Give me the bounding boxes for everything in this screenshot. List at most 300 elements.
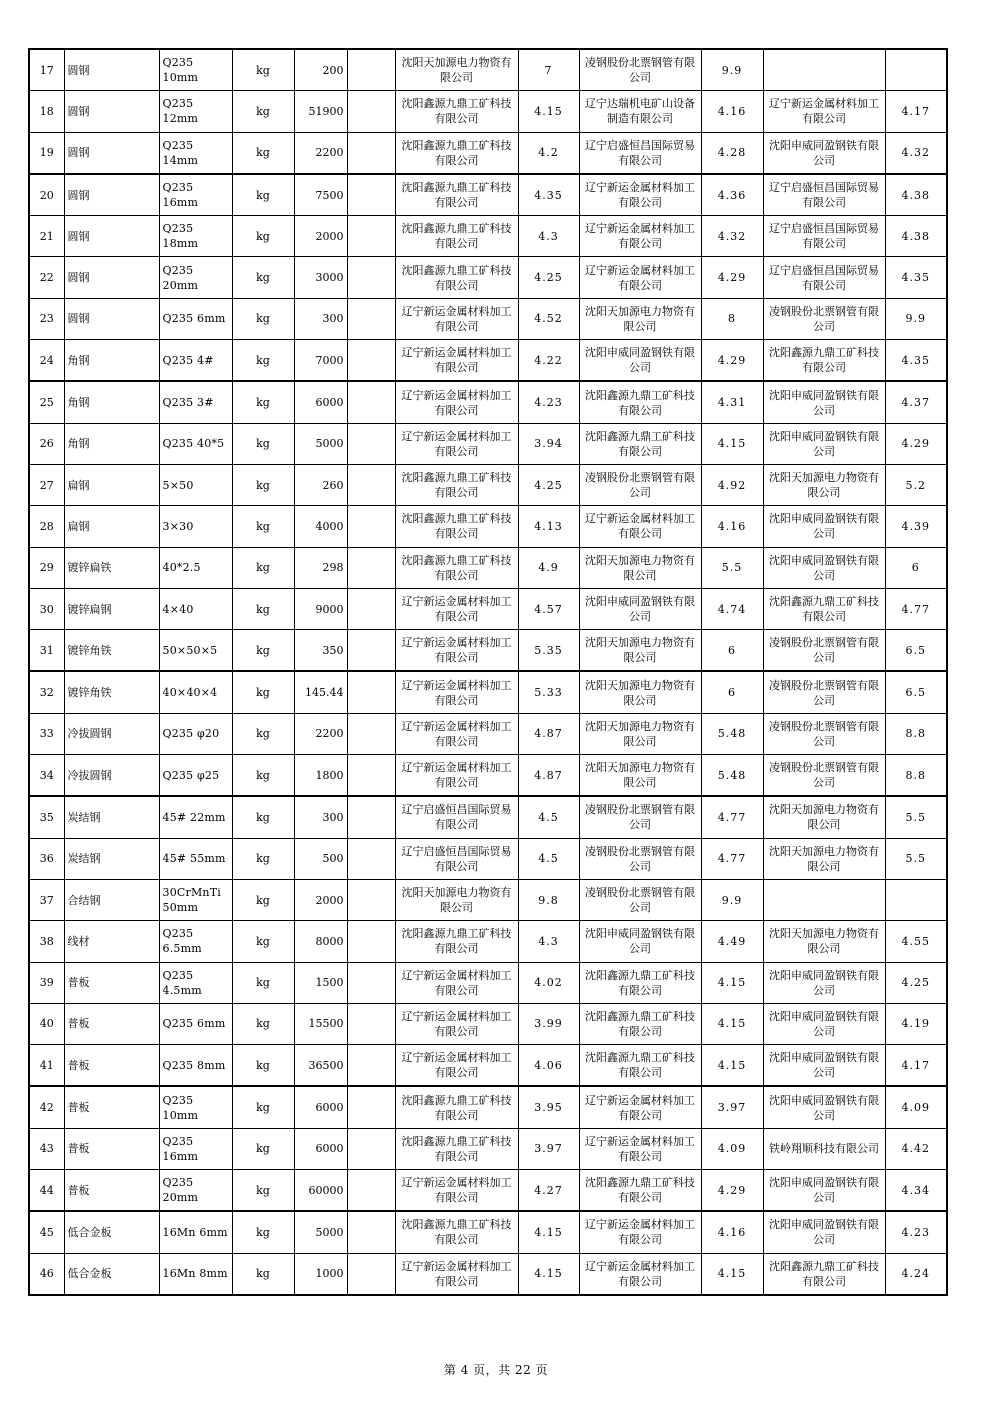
unit: kg — [232, 755, 294, 797]
table-row — [29, 1003, 947, 1044]
price-3: 8.8 — [885, 755, 947, 797]
unit: kg — [232, 1045, 294, 1087]
table-row — [29, 879, 947, 920]
material-spec: 45# 55mm — [159, 838, 232, 879]
price-2: 4.29 — [701, 257, 763, 298]
row-number: 32 — [29, 671, 64, 713]
supplier-1: 沈阳鑫源九鼎工矿科技有限公司 — [395, 132, 518, 174]
supplier-3: 辽宁启盛恒昌国际贸易有限公司 — [763, 174, 885, 216]
row-number: 33 — [29, 713, 64, 754]
price-3: 4.35 — [885, 340, 947, 382]
supplier-2: 沈阳鑫源九鼎工矿科技有限公司 — [579, 1003, 701, 1044]
supplier-3: 沈阳申威同盈钢铁有限公司 — [763, 1086, 885, 1128]
blank-cell — [347, 879, 395, 920]
table-row — [29, 506, 947, 547]
price-1: 4.27 — [518, 1170, 579, 1212]
price-1: 4.02 — [518, 962, 579, 1003]
price-2: 4.77 — [701, 838, 763, 879]
blank-cell — [347, 547, 395, 588]
quantity: 298 — [294, 547, 347, 588]
unit: kg — [232, 1128, 294, 1169]
quantity: 2000 — [294, 216, 347, 257]
supplier-3: 沈阳申威同盈钢铁有限公司 — [763, 547, 885, 588]
quantity: 2200 — [294, 713, 347, 754]
blank-cell — [347, 340, 395, 382]
material-spec: 50×50×5 — [159, 630, 232, 672]
supplier-1: 辽宁新运金属材料加工有限公司 — [395, 1253, 518, 1295]
price-3: 4.23 — [885, 1211, 947, 1253]
price-1: 4.15 — [518, 91, 579, 132]
material-spec: Q235 6.5mm — [159, 921, 232, 962]
price-2: 4.31 — [701, 381, 763, 423]
supplier-3: 沈阳申威同盈钢铁有限公司 — [763, 1003, 885, 1044]
price-2: 4.92 — [701, 464, 763, 505]
unit: kg — [232, 381, 294, 423]
table-row — [29, 1045, 947, 1087]
price-1: 9.8 — [518, 879, 579, 920]
price-1: 4.15 — [518, 1211, 579, 1253]
quantity: 1500 — [294, 962, 347, 1003]
supplier-1: 沈阳鑫源九鼎工矿科技有限公司 — [395, 216, 518, 257]
blank-cell — [347, 216, 395, 257]
quantity: 7500 — [294, 174, 347, 216]
material-name: 普板 — [64, 1003, 159, 1044]
blank-cell — [347, 1045, 395, 1087]
supplier-3: 凌钢股份北票钢管有限公司 — [763, 298, 885, 339]
price-1: 4.52 — [518, 298, 579, 339]
material-spec: Q235 16mm — [159, 1128, 232, 1169]
supplier-3: 沈阳天加源电力物资有限公司 — [763, 921, 885, 962]
row-number: 31 — [29, 630, 64, 672]
supplier-1: 沈阳天加源电力物资有限公司 — [395, 879, 518, 920]
quantity: 1800 — [294, 755, 347, 797]
price-2: 9.9 — [701, 879, 763, 920]
blank-cell — [347, 132, 395, 174]
supplier-2: 辽宁达瑞机电矿山设备制造有限公司 — [579, 91, 701, 132]
row-number: 38 — [29, 921, 64, 962]
material-spec: 16Mn 6mm — [159, 1211, 232, 1253]
quantity: 6000 — [294, 1086, 347, 1128]
price-1: 3.94 — [518, 423, 579, 464]
unit: kg — [232, 921, 294, 962]
supplier-2: 沈阳鑫源九鼎工矿科技有限公司 — [579, 423, 701, 464]
material-name: 低合金板 — [64, 1253, 159, 1295]
price-2: 4.15 — [701, 962, 763, 1003]
price-1: 4.06 — [518, 1045, 579, 1087]
table-row — [29, 49, 947, 91]
blank-cell — [347, 671, 395, 713]
price-3: 4.19 — [885, 1003, 947, 1044]
table-row — [29, 257, 947, 298]
material-name: 圆钢 — [64, 257, 159, 298]
material-spec: Q235 40*5 — [159, 423, 232, 464]
row-number: 41 — [29, 1045, 64, 1087]
material-spec: Q235 18mm — [159, 216, 232, 257]
unit: kg — [232, 1211, 294, 1253]
blank-cell — [347, 713, 395, 754]
material-spec: Q235 6mm — [159, 1003, 232, 1044]
price-3: 6.5 — [885, 671, 947, 713]
supplier-3: 沈阳天加源电力物资有限公司 — [763, 796, 885, 838]
price-2: 8 — [701, 298, 763, 339]
supplier-1: 沈阳天加源电力物资有限公司 — [395, 49, 518, 91]
row-number: 37 — [29, 879, 64, 920]
price-1: 5.33 — [518, 671, 579, 713]
supplier-2: 辽宁新运金属材料加工有限公司 — [579, 1253, 701, 1295]
supplier-3: 铁岭翔顺科技有限公司 — [763, 1128, 885, 1169]
supplier-3: 沈阳申威同盈钢铁有限公司 — [763, 506, 885, 547]
supplier-1: 辽宁新运金属材料加工有限公司 — [395, 423, 518, 464]
material-name: 圆钢 — [64, 132, 159, 174]
price-1: 4.9 — [518, 547, 579, 588]
row-number: 20 — [29, 174, 64, 216]
supplier-2: 沈阳天加源电力物资有限公司 — [579, 547, 701, 588]
row-number: 42 — [29, 1086, 64, 1128]
table-row — [29, 423, 947, 464]
material-name: 圆钢 — [64, 174, 159, 216]
blank-cell — [347, 423, 395, 464]
price-3: 4.17 — [885, 1045, 947, 1087]
price-3: 5.2 — [885, 464, 947, 505]
material-name: 普板 — [64, 1045, 159, 1087]
table-row — [29, 796, 947, 838]
unit: kg — [232, 796, 294, 838]
quantity: 4000 — [294, 506, 347, 547]
table-row — [29, 1211, 947, 1253]
supplier-2: 辽宁新运金属材料加工有限公司 — [579, 1128, 701, 1169]
material-spec: Q235 20mm — [159, 257, 232, 298]
table-row — [29, 340, 947, 382]
supplier-2: 凌钢股份北票钢管有限公司 — [579, 49, 701, 91]
blank-cell — [347, 91, 395, 132]
supplier-2: 沈阳鑫源九鼎工矿科技有限公司 — [579, 962, 701, 1003]
row-number: 39 — [29, 962, 64, 1003]
row-number: 30 — [29, 588, 64, 629]
table-row — [29, 838, 947, 879]
material-name: 合结钢 — [64, 879, 159, 920]
row-number: 18 — [29, 91, 64, 132]
table-row — [29, 755, 947, 797]
price-2: 4.15 — [701, 1003, 763, 1044]
price-3: 4.09 — [885, 1086, 947, 1128]
price-3: 6 — [885, 547, 947, 588]
row-number: 29 — [29, 547, 64, 588]
price-2: 5.48 — [701, 755, 763, 797]
material-spec: Q235 14mm — [159, 132, 232, 174]
supplier-1: 辽宁新运金属材料加工有限公司 — [395, 755, 518, 797]
blank-cell — [347, 1003, 395, 1044]
price-1: 3.97 — [518, 1128, 579, 1169]
material-spec: Q235 20mm — [159, 1170, 232, 1212]
unit: kg — [232, 132, 294, 174]
price-3: 4.17 — [885, 91, 947, 132]
supplier-1: 沈阳鑫源九鼎工矿科技有限公司 — [395, 506, 518, 547]
row-number: 34 — [29, 755, 64, 797]
material-spec: Q235 10mm — [159, 49, 232, 91]
quantity: 200 — [294, 49, 347, 91]
material-name: 线材 — [64, 921, 159, 962]
price-3: 4.39 — [885, 506, 947, 547]
unit: kg — [232, 464, 294, 505]
blank-cell — [347, 49, 395, 91]
material-name: 角钢 — [64, 381, 159, 423]
material-name: 普板 — [64, 1128, 159, 1169]
quantity: 5000 — [294, 423, 347, 464]
price-1: 4.87 — [518, 713, 579, 754]
supplier-2: 沈阳鑫源九鼎工矿科技有限公司 — [579, 1170, 701, 1212]
material-spec: Q235 φ25 — [159, 755, 232, 797]
supplier-3: 沈阳申威同盈钢铁有限公司 — [763, 381, 885, 423]
unit: kg — [232, 257, 294, 298]
supplier-1: 辽宁新运金属材料加工有限公司 — [395, 630, 518, 672]
blank-cell — [347, 1170, 395, 1212]
row-number: 43 — [29, 1128, 64, 1169]
material-spec: Q235 8mm — [159, 1045, 232, 1087]
material-name: 角钢 — [64, 423, 159, 464]
supplier-3: 沈阳鑫源九鼎工矿科技有限公司 — [763, 1253, 885, 1295]
price-2: 4.16 — [701, 1211, 763, 1253]
price-2: 4.09 — [701, 1128, 763, 1169]
material-name: 低合金板 — [64, 1211, 159, 1253]
quantity: 36500 — [294, 1045, 347, 1087]
material-spec: Q235 16mm — [159, 174, 232, 216]
price-1: 4.25 — [518, 464, 579, 505]
unit: kg — [232, 298, 294, 339]
material-name: 圆钢 — [64, 216, 159, 257]
material-spec: Q235 4.5mm — [159, 962, 232, 1003]
quantity: 145.44 — [294, 671, 347, 713]
supplier-1: 辽宁启盛恒昌国际贸易有限公司 — [395, 838, 518, 879]
price-2: 4.49 — [701, 921, 763, 962]
supplier-1: 沈阳鑫源九鼎工矿科技有限公司 — [395, 547, 518, 588]
supplier-2: 沈阳申威同盈钢铁有限公司 — [579, 588, 701, 629]
supplier-1: 沈阳鑫源九鼎工矿科技有限公司 — [395, 1128, 518, 1169]
price-3: 4.38 — [885, 174, 947, 216]
row-number: 21 — [29, 216, 64, 257]
quantity: 6000 — [294, 1128, 347, 1169]
material-spec: Q235 4# — [159, 340, 232, 382]
row-number: 27 — [29, 464, 64, 505]
supplier-3: 凌钢股份北票钢管有限公司 — [763, 630, 885, 672]
material-spec: 5×50 — [159, 464, 232, 505]
price-1: 3.95 — [518, 1086, 579, 1128]
price-1: 4.35 — [518, 174, 579, 216]
supplier-1: 辽宁新运金属材料加工有限公司 — [395, 1003, 518, 1044]
quantity: 500 — [294, 838, 347, 879]
supplier-2: 辽宁新运金属材料加工有限公司 — [579, 257, 701, 298]
price-1: 5.35 — [518, 630, 579, 672]
material-name: 圆钢 — [64, 298, 159, 339]
material-spec: Q235 12mm — [159, 91, 232, 132]
blank-cell — [347, 1086, 395, 1128]
blank-cell — [347, 588, 395, 629]
supplier-3: 凌钢股份北票钢管有限公司 — [763, 755, 885, 797]
price-1: 4.5 — [518, 796, 579, 838]
price-1: 4.2 — [518, 132, 579, 174]
quantity: 2000 — [294, 879, 347, 920]
material-name: 普板 — [64, 1086, 159, 1128]
row-number: 25 — [29, 381, 64, 423]
row-number: 28 — [29, 506, 64, 547]
material-name: 扁钢 — [64, 464, 159, 505]
material-spec: 40×40×4 — [159, 671, 232, 713]
price-3: 8.8 — [885, 713, 947, 754]
supplier-3: 辽宁新运金属材料加工有限公司 — [763, 91, 885, 132]
table-row — [29, 132, 947, 174]
row-number: 23 — [29, 298, 64, 339]
row-number: 44 — [29, 1170, 64, 1212]
supplier-2: 凌钢股份北票钢管有限公司 — [579, 464, 701, 505]
material-name: 镀锌角铁 — [64, 671, 159, 713]
supplier-1: 辽宁新运金属材料加工有限公司 — [395, 713, 518, 754]
price-1: 3.99 — [518, 1003, 579, 1044]
price-2: 4.29 — [701, 340, 763, 382]
material-name: 角钢 — [64, 340, 159, 382]
price-2: 4.15 — [701, 1253, 763, 1295]
table-row — [29, 630, 947, 672]
price-2: 4.77 — [701, 796, 763, 838]
price-2: 4.15 — [701, 423, 763, 464]
table-row — [29, 174, 947, 216]
material-name: 圆钢 — [64, 91, 159, 132]
material-spec: Q235 φ20 — [159, 713, 232, 754]
supplier-1: 沈阳鑫源九鼎工矿科技有限公司 — [395, 257, 518, 298]
unit: kg — [232, 879, 294, 920]
material-name: 镀锌扁铁 — [64, 547, 159, 588]
material-name: 炭结钢 — [64, 838, 159, 879]
blank-cell — [347, 174, 395, 216]
price-2: 3.97 — [701, 1086, 763, 1128]
supplier-2: 沈阳天加源电力物资有限公司 — [579, 630, 701, 672]
supplier-1: 沈阳鑫源九鼎工矿科技有限公司 — [395, 91, 518, 132]
unit: kg — [232, 423, 294, 464]
supplier-1: 辽宁启盛恒昌国际贸易有限公司 — [395, 796, 518, 838]
supplier-3 — [763, 879, 885, 920]
price-2: 4.32 — [701, 216, 763, 257]
supplier-3: 沈阳申威同盈钢铁有限公司 — [763, 423, 885, 464]
supplier-3: 沈阳申威同盈钢铁有限公司 — [763, 132, 885, 174]
price-1: 4.13 — [518, 506, 579, 547]
supplier-1: 辽宁新运金属材料加工有限公司 — [395, 671, 518, 713]
supplier-2: 辽宁新运金属材料加工有限公司 — [579, 174, 701, 216]
price-1: 7 — [518, 49, 579, 91]
price-3: 4.24 — [885, 1253, 947, 1295]
supplier-3: 沈阳申威同盈钢铁有限公司 — [763, 1045, 885, 1087]
supplier-3: 沈阳申威同盈钢铁有限公司 — [763, 1170, 885, 1212]
supplier-3: 沈阳鑫源九鼎工矿科技有限公司 — [763, 588, 885, 629]
price-2: 6 — [701, 671, 763, 713]
material-name: 炭结钢 — [64, 796, 159, 838]
blank-cell — [347, 962, 395, 1003]
unit: kg — [232, 962, 294, 1003]
supplier-2: 辽宁新运金属材料加工有限公司 — [579, 216, 701, 257]
table-row — [29, 298, 947, 339]
supplier-3: 沈阳天加源电力物资有限公司 — [763, 838, 885, 879]
row-number: 24 — [29, 340, 64, 382]
supplier-3: 沈阳申威同盈钢铁有限公司 — [763, 962, 885, 1003]
unit: kg — [232, 547, 294, 588]
price-2: 4.16 — [701, 506, 763, 547]
supplier-3: 沈阳鑫源九鼎工矿科技有限公司 — [763, 340, 885, 382]
blank-cell — [347, 630, 395, 672]
supplier-1: 辽宁新运金属材料加工有限公司 — [395, 298, 518, 339]
supplier-2: 辽宁启盛恒昌国际贸易有限公司 — [579, 132, 701, 174]
quantity: 350 — [294, 630, 347, 672]
supplier-1: 辽宁新运金属材料加工有限公司 — [395, 962, 518, 1003]
blank-cell — [347, 1253, 395, 1295]
price-2: 4.28 — [701, 132, 763, 174]
price-2: 5.5 — [701, 547, 763, 588]
supplier-3: 凌钢股份北票钢管有限公司 — [763, 713, 885, 754]
unit: kg — [232, 1086, 294, 1128]
row-number: 19 — [29, 132, 64, 174]
quantity: 300 — [294, 796, 347, 838]
quantity: 2200 — [294, 132, 347, 174]
price-3: 4.29 — [885, 423, 947, 464]
supplier-1: 辽宁新运金属材料加工有限公司 — [395, 1045, 518, 1087]
supplier-3: 沈阳天加源电力物资有限公司 — [763, 464, 885, 505]
table-row — [29, 1086, 947, 1128]
supplier-2: 沈阳申威同盈钢铁有限公司 — [579, 921, 701, 962]
blank-cell — [347, 298, 395, 339]
quantity: 51900 — [294, 91, 347, 132]
unit: kg — [232, 630, 294, 672]
table-row — [29, 1128, 947, 1169]
unit: kg — [232, 1003, 294, 1044]
price-3: 4.34 — [885, 1170, 947, 1212]
quantity: 7000 — [294, 340, 347, 382]
price-2: 4.16 — [701, 91, 763, 132]
supplier-1: 辽宁新运金属材料加工有限公司 — [395, 588, 518, 629]
blank-cell — [347, 506, 395, 547]
material-name: 冷拔圆钢 — [64, 713, 159, 754]
supplier-1: 沈阳鑫源九鼎工矿科技有限公司 — [395, 1211, 518, 1253]
price-3: 4.35 — [885, 257, 947, 298]
price-3: 4.37 — [885, 381, 947, 423]
supplier-1: 沈阳鑫源九鼎工矿科技有限公司 — [395, 921, 518, 962]
unit: kg — [232, 506, 294, 547]
price-1: 4.15 — [518, 1253, 579, 1295]
row-number: 46 — [29, 1253, 64, 1295]
blank-cell — [347, 257, 395, 298]
table-row — [29, 1253, 947, 1295]
supplier-3: 凌钢股份北票钢管有限公司 — [763, 671, 885, 713]
supplier-3 — [763, 49, 885, 91]
table-row — [29, 921, 947, 962]
price-1: 4.87 — [518, 755, 579, 797]
table-row — [29, 1170, 947, 1212]
row-number: 35 — [29, 796, 64, 838]
unit: kg — [232, 1253, 294, 1295]
supplier-2: 凌钢股份北票钢管有限公司 — [579, 796, 701, 838]
price-3: 4.42 — [885, 1128, 947, 1169]
supplier-2: 沈阳天加源电力物资有限公司 — [579, 713, 701, 754]
material-name: 圆钢 — [64, 49, 159, 91]
price-1: 4.25 — [518, 257, 579, 298]
price-3: 4.77 — [885, 588, 947, 629]
unit: kg — [232, 713, 294, 754]
material-spec: 3×30 — [159, 506, 232, 547]
table-row — [29, 713, 947, 754]
price-comparison-table — [28, 48, 948, 1296]
unit: kg — [232, 671, 294, 713]
material-name: 扁钢 — [64, 506, 159, 547]
blank-cell — [347, 796, 395, 838]
material-spec: Q235 3# — [159, 381, 232, 423]
blank-cell — [347, 1128, 395, 1169]
price-3: 5.5 — [885, 796, 947, 838]
price-3: 4.32 — [885, 132, 947, 174]
